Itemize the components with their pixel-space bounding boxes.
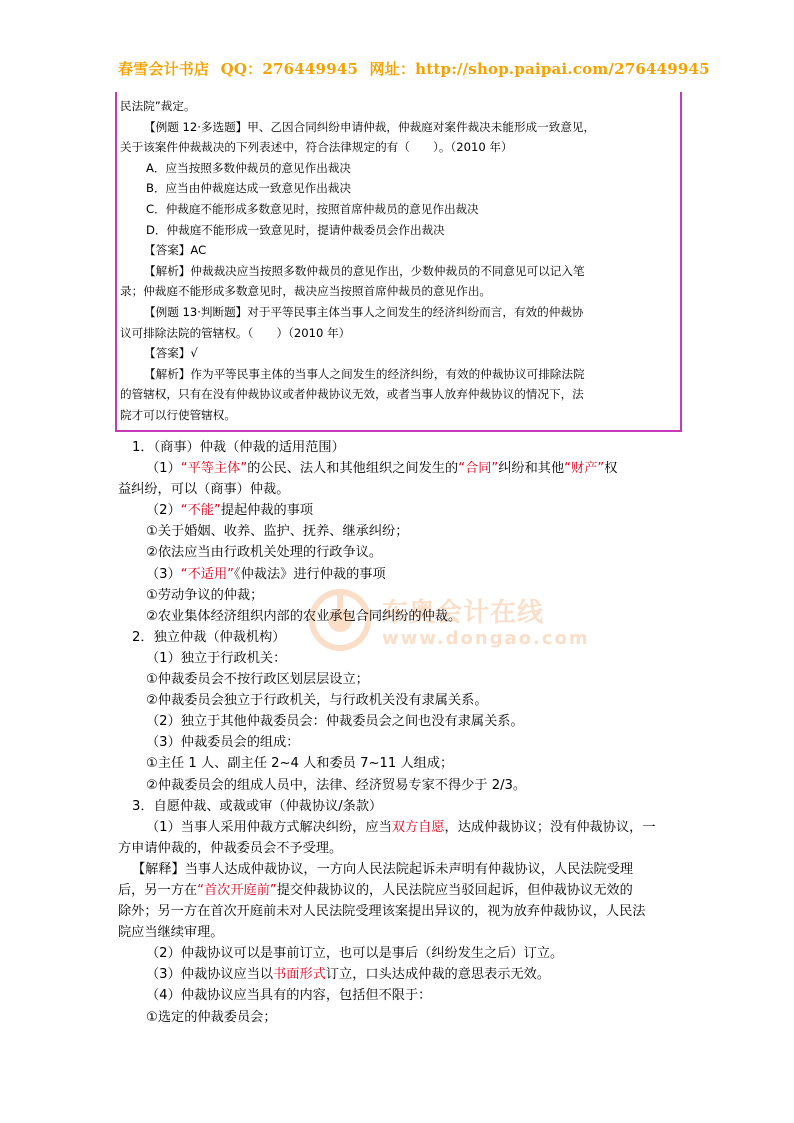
shop-name: 春雪会计书店 [118, 60, 210, 78]
explanation-para-3: 除外；另一方在首次开庭前未对人民法院受理该案提出异议的，视为放弃仲裁协议，人民法 [118, 904, 646, 920]
q-2: （2）独立于其他仲裁委员会：仲裁委员会之间也没有隶属关系。 [146, 714, 524, 730]
example-box [115, 92, 682, 432]
explanation-para-4: 院应当继续审理。 [118, 925, 224, 941]
para-1: （1）“平等主体”的公民、法人和其他组织之间发生的“合同”纠纷和其他“财产”权 [146, 461, 618, 477]
box-line: 民法院”裁定。 [120, 99, 196, 113]
example-13-title: 【例题 13·判断题】对于平等民事主体当事人之间发生的经济纠纷而言，有效的仲裁协 [144, 304, 584, 319]
highlight-property: “财产” [564, 461, 605, 477]
option-c: C．仲裁庭不能形成多数意见时，按照首席仲裁员的意见作出裁决 [146, 201, 479, 216]
explanation-13: 【解析】作为平等民事主体的当事人之间发生的经济纠纷，有效的仲裁协议可排除法院 [144, 366, 585, 381]
q-1-item-2: ②仲裁委员会独立于行政机关，与行政机关没有隶属关系。 [146, 693, 488, 709]
watermark-url: www.dongao.com [382, 628, 590, 649]
section-1-title: 1．（商事）仲裁（仲裁的适用范围） [132, 440, 345, 455]
example-12-title: 【例题 12·多选题】甲、乙因合同纠纷申请仲裁，仲裁庭对案件裁决未能形成一致意见， [144, 119, 596, 134]
r-1-cont: 方申请仲裁的，仲裁委员会不予受理。 [118, 840, 343, 856]
answer-13: 【答案】√ [144, 346, 198, 361]
r-2: （2）仲裁协议可以是事前订立，也可以是事后（纠纷发生之后）订立。 [146, 946, 564, 962]
answer-12: 【答案】AC [144, 243, 207, 258]
para-3-item-2: ②农业集体经济组织内部的农业承包合同纠纷的仲裁。 [146, 608, 462, 624]
explanation-13-end: 院才可以行使管辖权。 [120, 407, 236, 422]
explanation-12: 【解析】仲裁裁决应当按照多数仲裁员的意见作出，少数仲裁员的不同意见可以记入笔 [144, 263, 585, 278]
shop-url: 网址：http://shop.paipai.com/276449945 [369, 60, 710, 78]
explanation-para-2: 后，另一方在“首次开庭前”提交仲裁协议的，人民法院应当驳回起诉，但仲裁协议无效的 [118, 882, 633, 898]
section-3-title: 3．自愿仲裁、或裁或审（仲裁协议/条款） [132, 798, 383, 814]
para-3: （3）“不适用”《仲裁法》进行仲裁的事项 [146, 566, 386, 582]
para-2: （2）“不能”提起仲裁的事项 [146, 503, 314, 519]
option-a: A．应当按照多数仲裁员的意见作出裁决 [146, 160, 352, 175]
option-d: D．仲裁庭不能形成一致意见时，提请仲裁委员会作出裁决 [146, 222, 445, 237]
r-4-item-1: ①选定的仲裁委员会； [146, 1009, 277, 1025]
q-1: （1）独立于行政机关： [146, 650, 287, 666]
highlight-equal-subjects: “平等主体” [180, 461, 248, 477]
shop-qq: QQ：276449945 [220, 60, 359, 78]
highlight-first-hearing: “首次开庭前” [197, 882, 277, 898]
para-1-cont: 益纠纷，可以（商事）仲裁。 [118, 482, 290, 498]
r-1: （1）当事人采用仲裁方式解决纠纷，应当双方自愿，达成仲裁协议；没有仲裁协议，一 [146, 819, 656, 835]
highlight-cannot: “不能” [180, 503, 221, 519]
option-b: B．应当由仲裁庭达成一致意见作出裁决 [146, 181, 352, 196]
main-body [118, 437, 680, 1028]
q-3-item-2: ②仲裁委员会的组成人员中，法律、经济贸易专家不得少于 2/3。 [146, 777, 527, 793]
para-3-item-1: ①劳动争议的仲裁； [146, 587, 264, 603]
highlight-written-form: 书面形式 [273, 967, 326, 983]
highlight-mutual-consent: 双方自愿 [391, 819, 445, 835]
example-13-title-cont: 议可排除法院的管辖权。（ ）（2010 年） [120, 325, 351, 340]
r-3: （3）仲裁协议应当以书面形式订立，口头达成仲裁的意思表示无效。 [146, 967, 551, 983]
q-3-item-1: ①主任 1 人、副主任 2~4 人和委员 7~11 人组成； [146, 756, 454, 772]
document-header [118, 58, 716, 79]
example-12-title-cont: 关于该案件仲裁裁决的下列表述中，符合法律规定的有（ ）。（2010 年） [120, 140, 513, 155]
para-2-item-1: ①关于婚姻、收养、监护、抚养、继承纠纷； [146, 524, 409, 540]
r-4: （4）仲裁协议应当具有的内容，包括但不限于： [146, 988, 432, 1004]
watermark-title: 东奥会计在线 [382, 598, 545, 628]
explanation-12-cont: 录；仲裁庭不能形成多数意见时，裁决应当按照首席仲裁员的意见作出。 [120, 284, 492, 299]
explanation-13-cont: 的管辖权，只有在没有仲裁协议或者仲裁协议无效，或者当事人放弃仲裁协议的情况下，法 [120, 387, 584, 402]
highlight-contract: “合同” [458, 461, 499, 477]
q-3: （3）仲裁委员会的组成： [146, 735, 300, 751]
para-2-item-2: ②依法应当由行政机关处理的行政争议。 [146, 545, 383, 561]
q-1-item-1: ①仲裁委员会不按行政区划层层设立； [146, 672, 369, 688]
highlight-not-applicable: “不适用” [180, 566, 234, 582]
section-2-title: 2．独立仲裁（仲裁机构） [132, 629, 286, 645]
explanation-para: 【解释】当事人达成仲裁协议，一方向人民法院起诉未声明有仲裁协议，人民法院受理 [132, 861, 634, 877]
